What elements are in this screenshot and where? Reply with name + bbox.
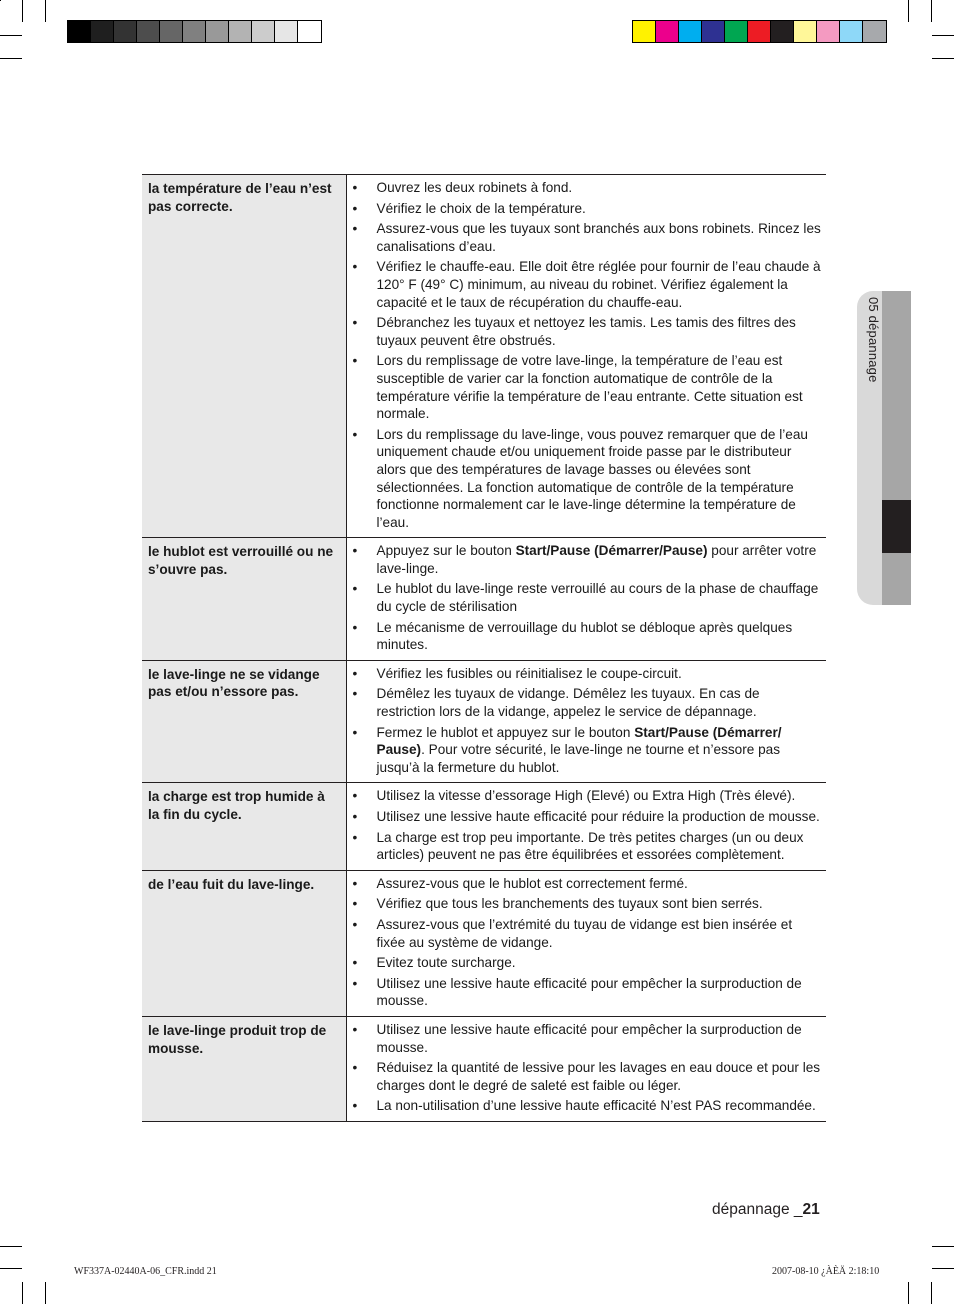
color-swatch xyxy=(91,21,114,42)
solution-item xyxy=(353,808,823,826)
solution-item xyxy=(353,724,823,777)
bullet-icon: • xyxy=(352,221,358,237)
solution-item xyxy=(353,352,823,422)
solution-item xyxy=(353,314,823,349)
solution-text: Assurez-vous que le hublot est correctement fermé. xyxy=(376,875,688,891)
button-name: Start/Pause (Démarrer/Pause) xyxy=(515,543,708,559)
solution-item xyxy=(353,619,823,654)
color-swatch xyxy=(229,21,252,42)
bullet-icon: • xyxy=(352,955,358,971)
solution-list xyxy=(353,1021,823,1115)
solution-text: Evitez toute surcharge. xyxy=(376,955,516,971)
bullet-icon: • xyxy=(352,809,358,824)
solution-text: Utilisez une lessive haute efficacité pour réduire la production de mousse. xyxy=(376,809,820,824)
problem-cell: la température de l’eau n’est pas correcte. xyxy=(142,175,346,538)
color-swatch xyxy=(817,21,840,42)
solution-item xyxy=(353,1097,823,1115)
color-swatch xyxy=(794,21,817,42)
bullet-icon: • xyxy=(352,1021,358,1037)
color-swatch xyxy=(771,21,794,42)
table-row xyxy=(142,538,826,661)
color-swatch xyxy=(137,21,160,42)
bullet-icon: • xyxy=(352,875,358,891)
solution-text: Ouvrez les deux robinets à fond. xyxy=(376,180,573,195)
solution-text: Le hublot du lave-linge reste verrouillé au cours de la phase de chauffage du cycle de stérilisation xyxy=(376,581,819,615)
solution-text: Assurez-vous que les tuyaux sont branchés aux bons robinets. Rincez les canalisations d’eau. xyxy=(376,221,821,254)
bullet-icon: • xyxy=(352,724,358,740)
solution-item xyxy=(353,875,823,893)
bullet-icon: • xyxy=(352,1060,358,1076)
solution-item xyxy=(353,1021,823,1056)
table-row xyxy=(142,175,826,538)
solution-item xyxy=(353,200,823,218)
bullet-icon: • xyxy=(352,686,358,702)
bullet-icon: • xyxy=(352,916,358,932)
bullet-icon: • xyxy=(352,581,358,597)
side-tab-strip xyxy=(882,291,911,605)
bullet-icon: • xyxy=(352,896,358,912)
color-swatch xyxy=(633,21,656,42)
bullet-icon: • xyxy=(352,426,358,442)
problem-cell: la charge est trop humide à la fin du cycle. xyxy=(142,783,346,870)
solution-item xyxy=(353,426,823,532)
solution-text: Assurez-vous que l’extrémité du tuyau de vidange est bien insérée et fixée au système de vidange. xyxy=(376,916,793,950)
color-swatch xyxy=(656,21,679,42)
solution-text: Vérifiez que tous les branchements des tuyaux sont bien serrés. xyxy=(376,896,763,912)
bullet-icon: • xyxy=(352,1098,358,1114)
process-color-bar xyxy=(632,20,887,43)
bullet-icon: • xyxy=(352,353,358,369)
table-row xyxy=(142,870,826,1016)
table-row xyxy=(142,660,826,783)
troubleshooting-table xyxy=(142,174,826,1122)
color-swatch xyxy=(863,21,886,42)
solutions-cell xyxy=(346,175,826,538)
solution-list xyxy=(353,542,823,654)
side-tab-label: 05 dépannage xyxy=(866,297,881,383)
solution-list xyxy=(353,179,823,531)
button-name: Start/Pause (Démarrer/ Pause) xyxy=(376,724,782,758)
table-row xyxy=(142,783,826,870)
solution-item xyxy=(353,975,823,1010)
bullet-icon: • xyxy=(352,975,358,991)
footer-section: dépannage _ xyxy=(712,1201,803,1218)
solution-text: Le mécanisme de verrouillage du hublot se débloque après quelques minutes. xyxy=(376,619,793,653)
solution-text: pour arrêter votre lave-linge. xyxy=(376,543,817,576)
solution-text: Lors du remplissage du lave-linge, vous pouvez remarquer que de l’eau uniquement chaude et/ou uniquement froide passe par le distributeur alors que des températures de lavage basses ou élevées sont sélectionnées. La fonction automatique de contrôle de la température fonctionne normalement car le lave-linge détermine la température de l’eau. xyxy=(376,426,808,530)
solution-text: Utilisez une lessive haute efficacité pour empêcher la surproduction de mousse. xyxy=(376,975,802,1009)
color-swatch xyxy=(679,21,702,42)
solution-item xyxy=(353,258,823,311)
solution-text: . Pour votre sécurité, le lave-linge ne tourne et n’essore pas jusqu’à la fermeture du hublot. xyxy=(376,742,780,775)
solution-item xyxy=(353,916,823,951)
color-swatch xyxy=(298,21,321,42)
bullet-icon: • xyxy=(352,200,358,216)
color-swatch xyxy=(206,21,229,42)
solution-item xyxy=(353,580,823,615)
slug-filename: WF337A-02440A-06_CFR.indd 21 xyxy=(74,1266,217,1277)
side-tab-marker xyxy=(882,500,911,553)
color-swatch xyxy=(725,21,748,42)
solution-text: Utilisez une lessive haute efficacité pour empêcher la surproduction de mousse. xyxy=(376,1021,802,1055)
problem-cell: le hublot est verrouillé ou ne s’ouvre pas. xyxy=(142,538,346,661)
color-swatch xyxy=(840,21,863,42)
solution-item xyxy=(353,895,823,913)
solution-item xyxy=(353,829,823,864)
bullet-icon: • xyxy=(352,788,358,804)
problem-cell: de l’eau fuit du lave-linge. xyxy=(142,870,346,1016)
slug-date: 2007-08-10 ¿ÀÈÄ 2:18:10 xyxy=(772,1266,880,1277)
solution-text: Vérifiez le choix de la température. xyxy=(376,200,586,216)
solution-list xyxy=(353,665,823,777)
solutions-cell xyxy=(346,870,826,1016)
solution-text: La charge est trop peu importante. De très petites charges (un ou deux articles) peuvent ne pas être équilibrées et essorées complètement. xyxy=(376,829,804,863)
grayscale-color-bar xyxy=(67,20,322,43)
color-swatch xyxy=(183,21,206,42)
color-swatch xyxy=(702,21,725,42)
solution-item xyxy=(353,179,823,197)
solution-list xyxy=(353,787,823,863)
solution-item xyxy=(353,665,823,683)
bullet-icon: • xyxy=(352,665,358,681)
solutions-cell xyxy=(346,538,826,661)
color-swatch xyxy=(275,21,298,42)
solution-text: Utilisez la vitesse d’essorage High (Elevé) ou Extra High (Très élevé). xyxy=(376,788,796,804)
bullet-icon: • xyxy=(352,259,358,275)
problem-cell: le lave-linge ne se vidange pas et/ou n’essore pas. xyxy=(142,660,346,783)
bullet-icon: • xyxy=(352,315,358,331)
chapter-side-tab xyxy=(857,291,911,605)
solutions-cell xyxy=(346,660,826,783)
solution-item xyxy=(353,685,823,720)
solutions-cell xyxy=(346,1016,826,1121)
solution-text: Appuyez sur le bouton xyxy=(376,543,516,559)
solution-text: Démêlez les tuyaux de vidange. Démêlez les tuyaux. En cas de restriction lors de la vidange, appelez le service de dépannage. xyxy=(376,686,760,720)
solution-text: Vérifiez le chauffe-eau. Elle doit être réglée pour fournir de l’eau chaude à 120° F (49° C) minimum, au niveau du robinet. Vérifiez également la capacité et le taux de récupération du chauffe-eau. xyxy=(376,259,821,310)
solution-text: Fermez le hublot et appuyez sur le bouton xyxy=(376,724,635,740)
solution-item xyxy=(353,787,823,805)
bullet-icon: • xyxy=(352,829,358,845)
solution-item xyxy=(353,542,823,577)
color-swatch xyxy=(160,21,183,42)
color-swatch xyxy=(68,21,91,42)
solution-text: La non-utilisation d’une lessive haute efficacité N’est PAS recommandée. xyxy=(376,1098,816,1114)
solution-item xyxy=(353,1059,823,1094)
page-footer xyxy=(712,1201,820,1219)
bullet-icon: • xyxy=(352,619,358,635)
table-row xyxy=(142,1016,826,1121)
solution-text: Réduisez la quantité de lessive pour les lavages en eau douce et pour les charges dont le degré de saleté est faible ou léger. xyxy=(376,1060,821,1093)
color-swatch xyxy=(114,21,137,42)
bullet-icon: • xyxy=(352,543,358,559)
solution-text: Débranchez les tuyaux et nettoyez les tamis. Les tamis des filtres des tuyaux peuvent être obstrués. xyxy=(376,315,796,348)
solution-text: Vérifiez les fusibles ou réinitialisez le coupe-circuit. xyxy=(376,665,682,681)
solution-item xyxy=(353,954,823,972)
solution-text: Lors du remplissage de votre lave-linge, la température de l’eau est susceptible de varier car la fonction automatique de contrôle de la température vérifie la température de l’eau entrante. Cette situation est normale. xyxy=(376,353,803,422)
solution-item xyxy=(353,220,823,255)
problem-cell: le lave-linge produit trop de mousse. xyxy=(142,1016,346,1121)
color-swatch xyxy=(748,21,771,42)
bullet-icon: • xyxy=(352,180,358,195)
solution-list xyxy=(353,875,823,1010)
page-number: 21 xyxy=(802,1201,820,1218)
color-swatch xyxy=(252,21,275,42)
solutions-cell xyxy=(346,783,826,870)
